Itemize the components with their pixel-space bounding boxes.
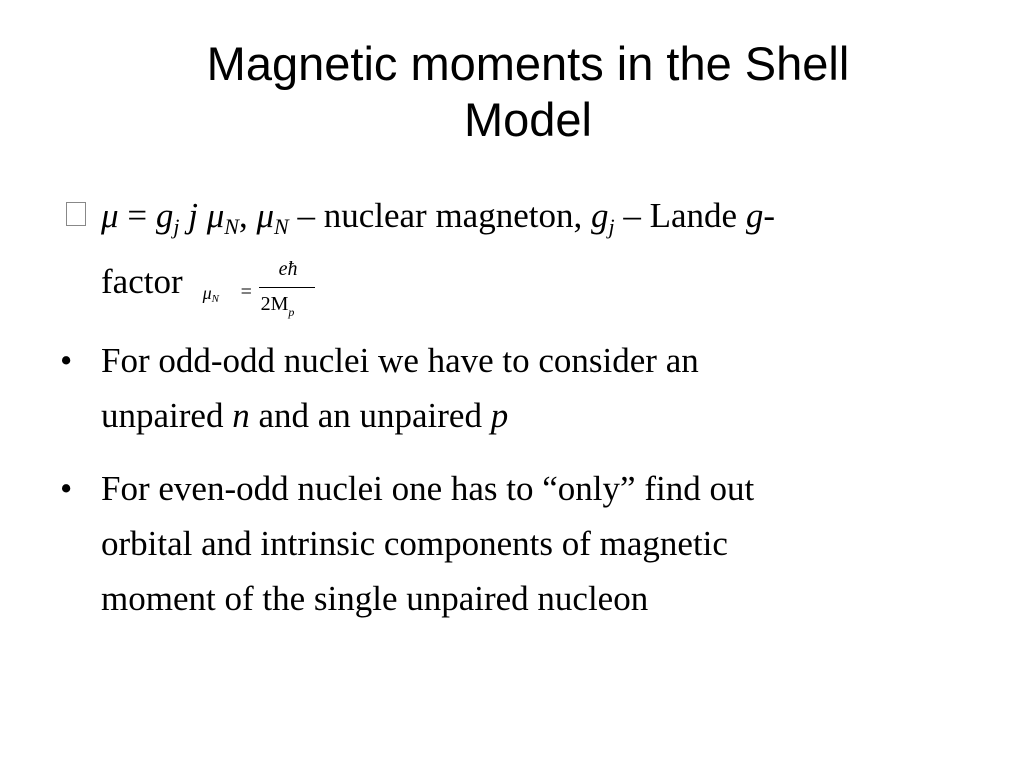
title-line-2: Model xyxy=(463,93,592,146)
bullet-item-magnetic-moment xyxy=(60,188,960,323)
item3-line-3: moment of the single unpaired nucleon xyxy=(101,579,649,618)
slide-body xyxy=(60,188,960,626)
comma: , xyxy=(238,196,257,235)
bullet-item-even-odd xyxy=(60,461,960,626)
lande-text: – Lande xyxy=(614,196,746,235)
mu-n-symbol: μ xyxy=(206,196,225,235)
mu-n-symbol-2: μ xyxy=(256,196,275,235)
bullet-item-odd-odd xyxy=(60,333,960,443)
g-j-symbol: g xyxy=(590,196,609,235)
g-symbol: g xyxy=(155,196,174,235)
unpaired-text: unpaired xyxy=(101,396,233,435)
j-symbol: j xyxy=(179,196,207,235)
g-subscript: j xyxy=(173,214,180,239)
bullet-dot: • xyxy=(60,469,73,508)
formula-lhs xyxy=(203,283,219,309)
g-j-subscript: j xyxy=(608,214,615,239)
item1-line-2 xyxy=(101,254,960,323)
mu-symbol: μ xyxy=(101,196,119,235)
bullet-dot: • xyxy=(60,341,73,380)
p-symbol: p xyxy=(490,396,509,435)
formula-denominator xyxy=(261,294,295,322)
g-factor-symbol: g xyxy=(745,196,764,235)
fraction-bar xyxy=(259,287,315,288)
slide-title xyxy=(100,36,956,148)
hyphen: - xyxy=(763,196,775,235)
item3-line-2: orbital and intrinsic components of magnetic xyxy=(101,524,728,563)
title-line-1: Magnetic moments in the Shell xyxy=(206,37,850,90)
item2-line-1: For odd-odd nuclei we have to consider an xyxy=(101,341,699,380)
mu-n-subscript-2: N xyxy=(274,214,289,239)
formula-mu: μ xyxy=(202,283,212,303)
formula-numerator: eħ xyxy=(278,258,298,280)
nuclear-magneton-text: – nuclear magneton, xyxy=(288,196,591,235)
item2-line-2 xyxy=(101,388,960,443)
mu-n-subscript: N xyxy=(224,214,239,239)
formula-denominator-subscript: p xyxy=(288,305,295,319)
equals-sign: = xyxy=(118,196,156,235)
item3-line-1: For even-odd nuclei one has to “only” find out xyxy=(101,469,755,508)
n-symbol: n xyxy=(232,396,250,435)
formula-denominator-text: 2M xyxy=(260,293,289,315)
formula-equals: = xyxy=(240,281,252,303)
item1-line-1 xyxy=(101,188,960,254)
and-unpaired-text: and an unpaired xyxy=(249,396,491,435)
box-bullet-icon xyxy=(66,202,86,226)
factor-text: factor xyxy=(101,262,183,301)
nuclear-magneton-formula xyxy=(202,258,323,323)
formula-mu-subscript: N xyxy=(211,293,219,305)
